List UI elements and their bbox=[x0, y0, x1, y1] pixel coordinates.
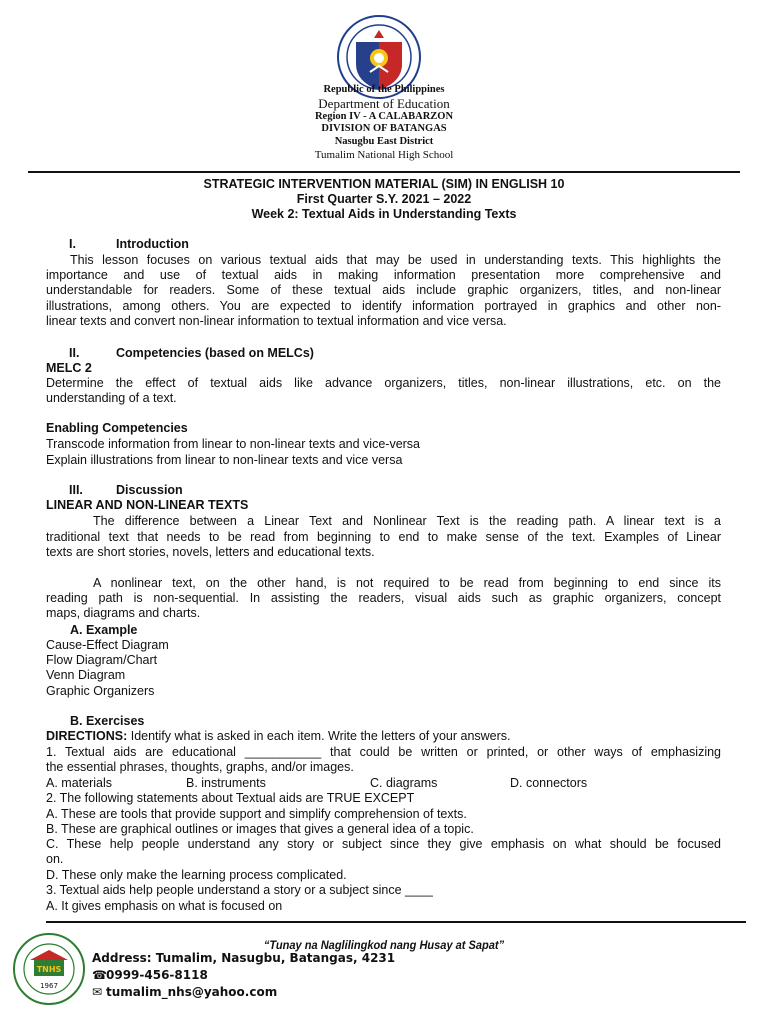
section-heading-intro: Introduction bbox=[116, 237, 189, 251]
enabling-item: Transcode information from linear to non-linear texts and vice-versa bbox=[46, 437, 421, 451]
melc-label: MELC 2 bbox=[46, 361, 92, 375]
question-2-option: on. bbox=[46, 852, 64, 866]
footer-phone-row bbox=[92, 968, 208, 982]
question-1-option-b: B. instruments bbox=[186, 776, 266, 790]
question-1-option-c: C. diagrams bbox=[370, 776, 438, 790]
example-item: Venn Diagram bbox=[46, 668, 126, 682]
section-number-intro: I. bbox=[69, 237, 76, 251]
school-seal-monogram: TNHS bbox=[36, 965, 62, 974]
school-seal-year: 1967 bbox=[40, 982, 58, 990]
section-heading-competencies: Competencies (based on MELCs) bbox=[116, 346, 314, 360]
question-3: 3. Textual aids help people understand a story or a subject since ____ bbox=[46, 883, 433, 897]
discussion-subheading: LINEAR AND NON-LINEAR TEXTS bbox=[46, 498, 249, 512]
discussion-p2-line: reading path is non-sequential. In assisting the readers, visual aids such as graphic organizers, concept bbox=[46, 591, 721, 605]
question-1-option-a: A. materials bbox=[46, 776, 112, 790]
header-district: Nasugbu East District bbox=[334, 136, 434, 147]
question-1-line: the essential phrases, thoughts, graphs, and/or images. bbox=[46, 760, 354, 774]
header-school: Tumalim National High School bbox=[314, 149, 454, 161]
example-heading: A. Example bbox=[70, 623, 138, 637]
header-department: Department of Education bbox=[318, 96, 450, 111]
exercises-heading: B. Exercises bbox=[70, 714, 145, 728]
intro-line: illustrations, among others. You are expected to identify information portrayed in graphics and other non- bbox=[46, 299, 721, 313]
discussion-p1-line: traditional text that needs to be read from beginning to end to make sense of the text. Examples of Linear bbox=[46, 530, 721, 544]
question-2-option: A. These are tools that provide support and simplify comprehension of texts. bbox=[46, 807, 467, 821]
example-item: Graphic Organizers bbox=[46, 684, 155, 698]
question-2-option: D. These only make the learning process complicated. bbox=[46, 868, 347, 882]
footer-address: Address: Tumalim, Nasugbu, Batangas, 4231 bbox=[92, 951, 396, 965]
phone-icon: ☎ bbox=[92, 968, 107, 982]
document-quarter: First Quarter S.Y. 2021 – 2022 bbox=[296, 192, 472, 206]
question-2: 2. The following statements about Textual aids are TRUE EXCEPT bbox=[46, 791, 415, 805]
intro-line: understandable for readers. Some of these textual aids include graphic organizers, titles, and non-linear bbox=[46, 283, 721, 297]
discussion-p2-line: maps, diagrams and charts. bbox=[46, 606, 201, 620]
question-2-option: C. These help people understand any story or subject since they give emphasis on what should be focused bbox=[46, 837, 721, 851]
envelope-icon: ✉ bbox=[92, 985, 103, 999]
directions-label: DIRECTIONS: bbox=[46, 729, 128, 743]
section-heading-discussion: Discussion bbox=[116, 483, 183, 497]
question-3-option-a: A. It gives emphasis on what is focused on bbox=[46, 899, 283, 913]
directions-text: Identify what is asked in each item. Write the letters of your answers. bbox=[127, 729, 511, 743]
footer-email: tumalim_nhs@yahoo.com bbox=[106, 985, 278, 999]
document-week: Week 2: Textual Aids in Understanding Texts bbox=[251, 207, 517, 221]
example-item: Cause-Effect Diagram bbox=[46, 638, 169, 652]
intro-line: linear texts and convert non-linear information to textual information and vice versa. bbox=[46, 314, 507, 328]
melc-line: Determine the effect of textual aids like advance organizers, titles, non-linear illustrations, etc. on the bbox=[46, 376, 721, 390]
question-1-option-d: D. connectors bbox=[510, 776, 588, 790]
melc-line: understanding of a text. bbox=[46, 391, 177, 405]
footer-motto: “Tunay na Naglilingkod nang Husay at Sapat” bbox=[263, 938, 505, 952]
document-title: STRATEGIC INTERVENTION MATERIAL (SIM) IN ENGLISH 10 bbox=[203, 177, 565, 191]
header-divider bbox=[28, 171, 740, 173]
question-1-line: 1. Textual aids are educational ___________ that could be written or printed, or other ways of emphasizing bbox=[46, 745, 721, 759]
header-division: DIVISION OF BATANGAS bbox=[321, 123, 447, 134]
header-region: Region IV - A CALABARZON bbox=[314, 111, 454, 122]
discussion-p1-line: The difference between a Linear Text and Nonlinear Text is the reading path. A linear text is a bbox=[93, 514, 721, 528]
discussion-p1-line: texts are short stories, novels, letters and educational texts. bbox=[46, 545, 375, 559]
directions bbox=[46, 729, 721, 744]
example-item: Flow Diagram/Chart bbox=[46, 653, 158, 667]
intro-line: importance and use of textual aids in making information presentation more comprehensive and bbox=[46, 268, 721, 282]
question-2-option: B. These are graphical outlines or images that gives a general idea of a topic. bbox=[46, 822, 474, 836]
intro-line: This lesson focuses on various textual aids that may be used in understanding texts. This highlights the bbox=[70, 253, 721, 267]
section-number-competencies: II. bbox=[69, 346, 80, 360]
footer-email-row bbox=[92, 985, 277, 999]
footer-phone: 0999-456-8118 bbox=[106, 968, 208, 982]
enabling-heading: Enabling Competencies bbox=[46, 421, 188, 435]
footer-divider bbox=[46, 921, 746, 923]
section-number-discussion: III. bbox=[69, 483, 83, 497]
discussion-p2-line: A nonlinear text, on the other hand, is not required to be read from beginning to end since its bbox=[93, 576, 721, 590]
enabling-item: Explain illustrations from linear to non-linear texts and vice versa bbox=[46, 453, 403, 467]
header-republic: Republic of the Philippines bbox=[323, 84, 445, 95]
